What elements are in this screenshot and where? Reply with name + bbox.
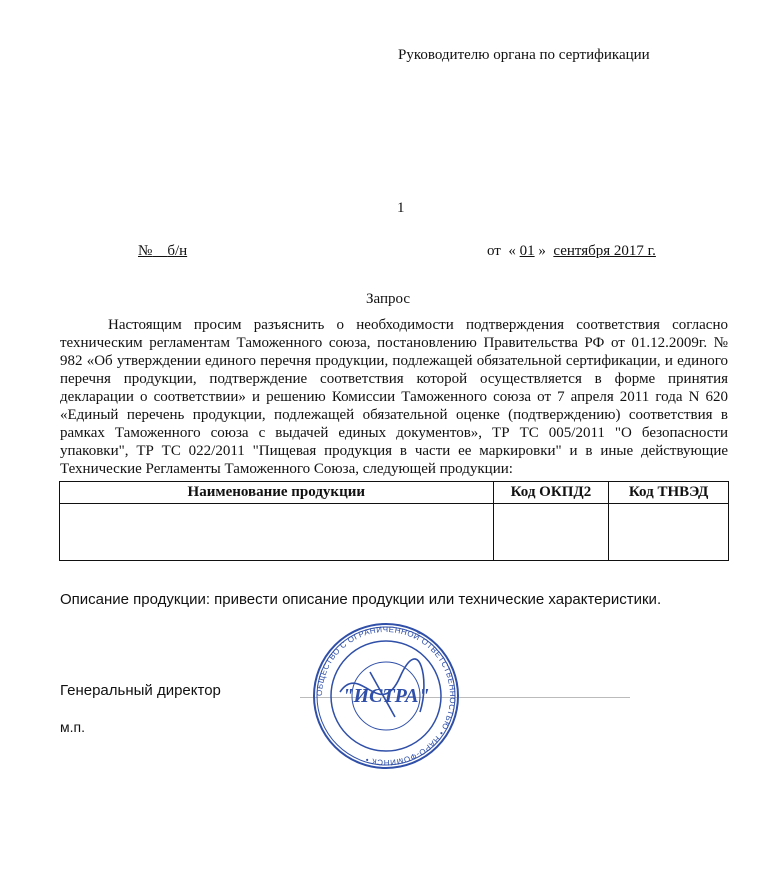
number-value: б/н [167,243,188,259]
table-cell [60,504,494,561]
document-title: Запрос [365,291,411,307]
date-open-quote: « [508,243,516,259]
seal-place-label: м.п. [60,719,85,735]
table-cell [493,504,609,561]
date-prefix: от [487,243,501,259]
document-number [138,243,187,260]
table-header-row [60,482,729,504]
date-day: 01 [519,243,535,259]
date-month-year: сентября 2017 г. [553,243,656,259]
table-cell [609,504,729,561]
product-description: Описание продукции: привести описание продукции или технические характеристики. [60,591,662,608]
stamp-center-text: "ИСТРА" [342,685,430,707]
document-date [487,243,656,260]
signatory-title: Генеральный директор [60,682,221,699]
products-table [59,481,729,561]
company-stamp [300,622,472,770]
stamp-ring-text: ОБЩЕСТВО С ОГРАНИЧЕННОЙ ОТВЕТСТВЕННОСТЬЮ • НАРО-ФОМИНСК • [314,624,458,768]
col-tnved: Код ТНВЭД [609,482,729,504]
request-body: Настоящим просим разъяснить о необходимости подтверждения соответствия согласно техническим регламентам Таможенного союза, постановлению Правительства РФ от 01.12.2009г. № 982 «Об утверждении единого перечня продукции, подлежащей обязательной сертификации, и единого перечня продукции, подтверждение соответствия которой осуществляется в форме принятия декларации о соответствии» и решению Комиссии Таможенного союза от 7 апреля 2011 года N 620 «Единый перечень продукции, подлежащей обязательной оценке (подтверждению) соответствия в рамках Таможенного союза с выдачей единых документов», ТР ТС 005/2011 "О безопасности упаковки", ТР ТС 022/2011 "Пищевая продукция в части ее маркировки" и в иные действующие Технические Регламенты Таможенного Союза, следующей продукции: [60,317,728,477]
col-okpd2: Код ОКПД2 [493,482,609,504]
addressee: Руководителю органа по сертификации [398,47,650,63]
page-marker: 1 [397,200,405,216]
date-close-quote: » [538,243,546,259]
table-row [60,504,729,561]
number-label: № [138,243,153,259]
col-product-name: Наименование продукции [60,482,494,504]
